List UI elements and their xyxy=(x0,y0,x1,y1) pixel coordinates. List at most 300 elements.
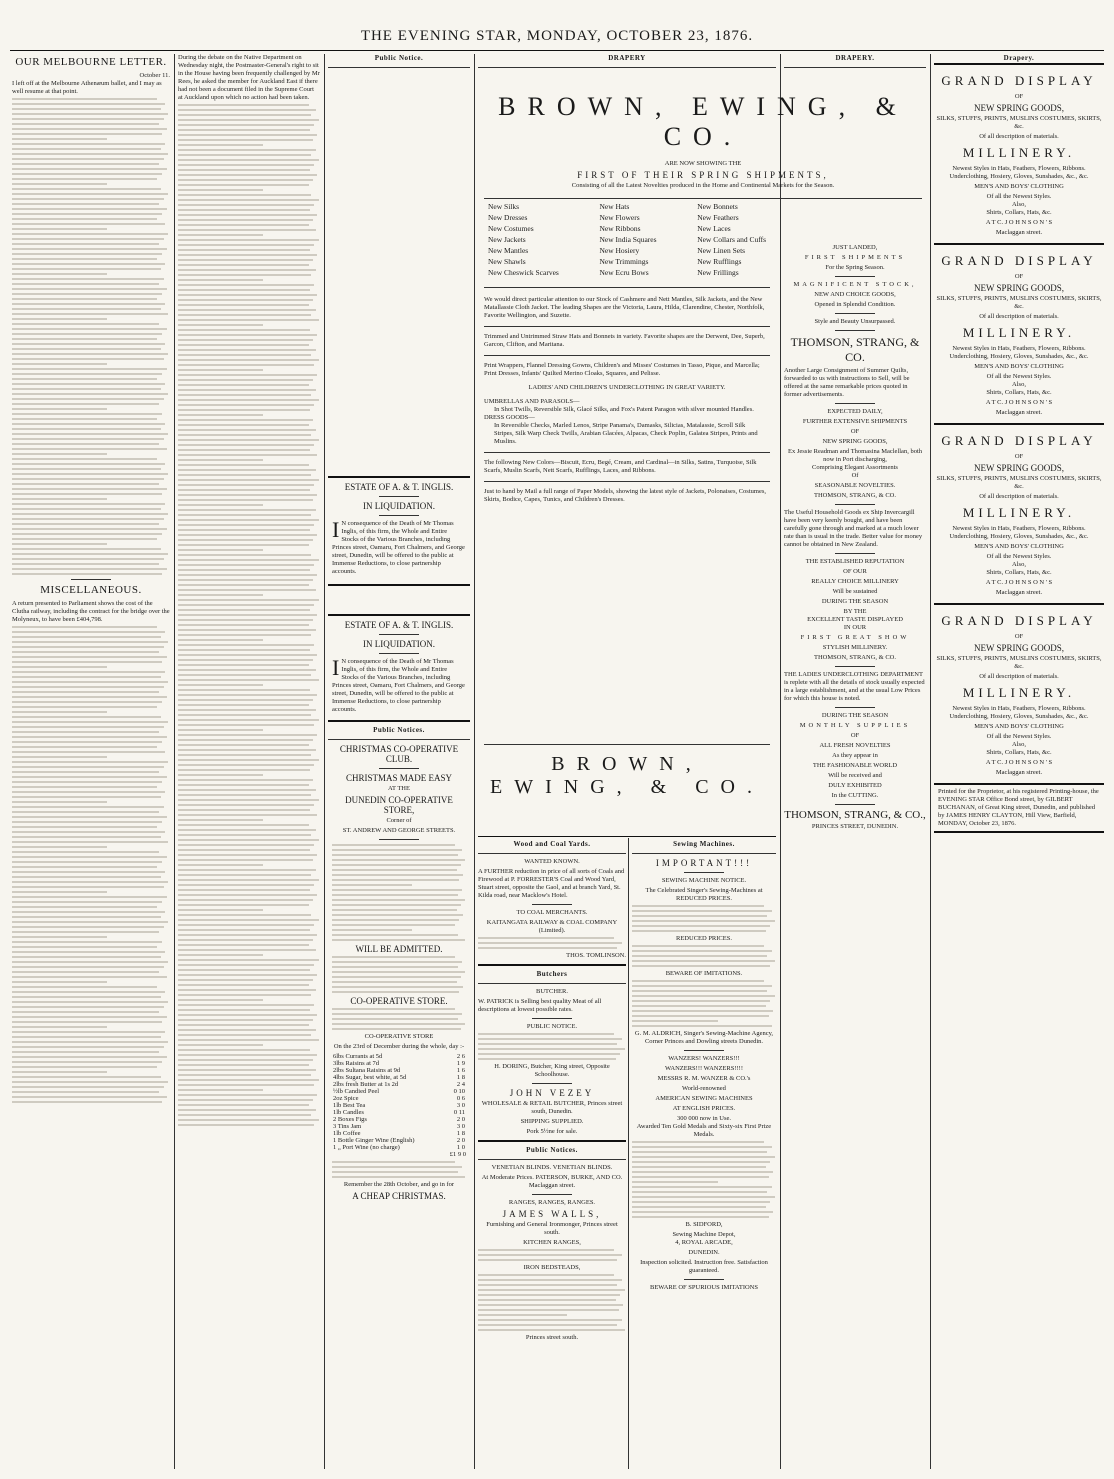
text-line xyxy=(332,859,465,861)
johnson-underclothing: Underclothing, Hosiery, Gloves, Sunshades, &c., &c. xyxy=(949,533,1089,540)
johnson-mens: MEN'S AND BOYS' CLOTHING xyxy=(974,363,1064,370)
text-line xyxy=(12,493,162,495)
text-line xyxy=(632,945,764,947)
text-line xyxy=(12,388,161,390)
text-line xyxy=(12,408,107,410)
text-line xyxy=(178,129,310,131)
price-row xyxy=(332,1144,466,1151)
text-line xyxy=(332,986,463,988)
text-line xyxy=(12,931,159,933)
text-line xyxy=(632,1176,769,1178)
text-line xyxy=(178,989,316,991)
text-line xyxy=(178,744,309,746)
text-line xyxy=(178,959,319,961)
text-line xyxy=(12,871,165,873)
text-line xyxy=(178,984,309,986)
text-line xyxy=(12,543,107,545)
text-line xyxy=(12,726,164,728)
johnson-advert xyxy=(934,603,1104,783)
text-line xyxy=(12,133,162,135)
divider xyxy=(835,313,875,314)
text-line xyxy=(12,348,161,350)
text-line xyxy=(12,671,165,673)
text-line xyxy=(632,1206,766,1208)
text-line xyxy=(178,504,263,506)
text-line xyxy=(178,319,319,321)
text-line xyxy=(332,991,459,993)
blank-space xyxy=(328,72,470,472)
johnson-of: OF xyxy=(1014,453,1024,460)
text-line xyxy=(632,980,764,982)
text-line xyxy=(12,821,162,823)
text-line xyxy=(12,721,168,723)
text-line xyxy=(332,904,461,906)
text-line xyxy=(178,249,310,251)
wanzers-1: WANZERS! WANZERS!!! xyxy=(668,1055,740,1062)
text-line xyxy=(178,589,316,591)
johnson-underclothing: Underclothing, Hosiery, Gloves, Sunshades, &c., &c. xyxy=(949,173,1089,180)
text-line xyxy=(12,518,164,520)
text-line xyxy=(12,548,161,550)
consisting: Consisting of all the Latest Novelties produced in the Home and Continental Markets for the Season. xyxy=(571,182,835,189)
text-line xyxy=(12,528,167,530)
divider xyxy=(835,276,875,277)
text-line xyxy=(178,144,263,146)
item-price: 0 6 xyxy=(456,1095,465,1102)
text-line xyxy=(178,734,317,736)
text-line xyxy=(332,981,457,983)
johnson-also: Also, xyxy=(1012,741,1026,748)
text-line xyxy=(12,636,161,638)
price-row xyxy=(332,1088,466,1095)
text-line xyxy=(178,1034,311,1036)
text-line xyxy=(478,1329,625,1331)
awarded: Awarded Ten Gold Medals and Sixty-six First Prize Medals. xyxy=(636,1123,772,1138)
divider xyxy=(632,853,776,854)
divider xyxy=(71,579,111,580)
divider xyxy=(328,67,470,68)
text-line xyxy=(632,960,775,962)
text-line xyxy=(12,288,167,290)
text-line xyxy=(12,163,159,165)
column-heading: Drapery. xyxy=(1003,54,1035,62)
text-line xyxy=(178,824,309,826)
text-line xyxy=(178,1099,313,1101)
paper-models-text: Just to hand by Mail a full range of Paper Models, showing the latest style of Jackets, Polonaises, Costumes, Skirts, Bodice, Capes, Tunics, and Children's Dresses. xyxy=(484,488,766,503)
item-label: 4lbs Sugar, best white, at 5d xyxy=(333,1074,407,1081)
text-line xyxy=(632,1166,766,1168)
monthly: MONTHLY SUPPLIES xyxy=(799,722,911,729)
wanted-text: A FURTHER reduction in price of all sorts of Coals and Firewood at P. FORRESTER'S Coal and Wood Yard, Stuart street, opposite the Gaol, and at branch Yard, St. Kilda road, near Macklow's Hotel. xyxy=(478,868,625,899)
text-line xyxy=(12,398,164,400)
text-line xyxy=(178,199,319,201)
text-line xyxy=(632,1015,769,1017)
text-line xyxy=(12,831,165,833)
text-line xyxy=(12,113,168,115)
text-line xyxy=(178,944,309,946)
text-line xyxy=(12,716,161,718)
text-line xyxy=(478,1324,617,1326)
text-line xyxy=(178,119,319,121)
divider xyxy=(484,481,770,482)
text-line xyxy=(332,1018,458,1020)
text-line xyxy=(12,971,159,973)
johnson-johnson: A T C. J O H N S O N ' S xyxy=(985,579,1053,586)
column-heading: DRAPERY. xyxy=(835,54,875,62)
text-line xyxy=(632,1010,773,1012)
text-line xyxy=(178,554,311,556)
text-line xyxy=(178,864,263,866)
inglis-notice-2 xyxy=(328,620,470,714)
text-line xyxy=(178,459,263,461)
text-line xyxy=(632,990,767,992)
taste: EXCELLENT TASTE DISPLAYED xyxy=(807,616,903,623)
text-line xyxy=(178,444,314,446)
johnson-silks: SILKS, STUFFS, PRINTS, MUSLINS COSTUMES, SKIRTS, &c. xyxy=(936,475,1102,490)
item-label: 1lb Candles xyxy=(333,1109,364,1116)
in-use: 300 000 now in Use. xyxy=(677,1115,731,1122)
johnson-newest: Newest Styles in Hats, Feathers, Flowers, Ribbons. xyxy=(952,525,1086,532)
text-line xyxy=(632,1146,772,1148)
text-line xyxy=(12,1071,107,1073)
divider xyxy=(478,853,626,854)
text-line xyxy=(478,942,622,944)
text-line xyxy=(178,1074,311,1076)
text-line xyxy=(12,731,159,733)
club-body xyxy=(332,1008,466,1030)
johnson-all-desc: Of all description of materials. xyxy=(979,673,1059,680)
text-line xyxy=(478,1274,614,1276)
text-line xyxy=(632,985,772,987)
just-landed: JUST LANDED, xyxy=(832,244,878,251)
misc-intro: A return presented to Parliament shows the cost of the Clutha railway, including the contract for the bridge over the Molyneux, to have been £404,798. xyxy=(12,600,170,623)
text-line xyxy=(478,1033,614,1035)
club-body xyxy=(332,956,466,993)
text-line xyxy=(12,303,165,305)
list-subtitle: On the 23rd of December during the whole, day :- xyxy=(333,1043,465,1050)
text-line xyxy=(12,508,161,510)
text-line xyxy=(178,564,314,566)
text-line xyxy=(178,489,310,491)
text-line xyxy=(12,158,164,160)
text-line xyxy=(178,654,317,656)
text-line xyxy=(178,584,309,586)
text-line xyxy=(178,1049,310,1051)
johnson-silks: SILKS, STUFFS, PRINTS, MUSLINS COSTUMES, SKIRTS, &c. xyxy=(936,295,1102,310)
text-line xyxy=(478,1038,622,1040)
price-row xyxy=(332,1123,466,1130)
text-line xyxy=(632,1000,770,1002)
of-word: OF xyxy=(850,732,860,739)
text-line xyxy=(178,689,310,691)
text-line xyxy=(178,234,263,236)
firm-name: THOMSON, STRANG, & CO. xyxy=(790,335,920,364)
text-line xyxy=(178,174,317,176)
text-line xyxy=(178,519,319,521)
text-line xyxy=(178,994,311,996)
dateline: October 11. xyxy=(139,72,170,79)
text-line xyxy=(12,736,167,738)
text-line xyxy=(12,453,107,455)
item-label: 2lbs fresh Butter at 1s 2d xyxy=(333,1081,399,1088)
section-heading: Wood and Coal Yards. xyxy=(513,840,591,848)
johnson-mens: MEN'S AND BOYS' CLOTHING xyxy=(974,723,1064,730)
singer-body xyxy=(632,905,776,932)
walls-sub: Furnishing and General Ironmonger, Princes street south. xyxy=(486,1221,618,1236)
text-line xyxy=(178,729,263,731)
text-line xyxy=(12,881,168,883)
johnson-of: OF xyxy=(1014,273,1024,280)
text-line xyxy=(332,894,458,896)
text-line xyxy=(178,394,311,396)
text-line xyxy=(12,1051,159,1053)
text-line xyxy=(12,996,161,998)
text-line xyxy=(12,666,107,668)
text-line xyxy=(12,756,107,758)
johnson-also: Also, xyxy=(1012,561,1026,568)
text-line xyxy=(12,706,157,708)
text-line xyxy=(178,379,313,381)
divider xyxy=(478,964,626,966)
ladies-text: LADIES' AND CHILDREN'S UNDERCLOTHING IN GREAT VARIETY. xyxy=(528,384,726,391)
text-line xyxy=(178,484,314,486)
text-line xyxy=(178,894,317,896)
text-line xyxy=(178,1054,317,1056)
text-line xyxy=(632,1025,772,1027)
article-intro: During the debate on the Native Department on Wednesday night, the Postmaster-General's right to sit in the House having been frequently challenged by Mr Rees, he asked the member for Auckland East if there had not been a document filed in the Supreme Court at Auckland upon which no action had been taken. xyxy=(178,54,320,101)
new-spring: NEW SPRING GOODS, xyxy=(822,438,888,445)
text-line xyxy=(12,966,164,968)
text-line xyxy=(12,318,107,320)
text-line xyxy=(12,761,168,763)
as-they: As they appear in xyxy=(832,752,878,759)
johnson-millinery: MILLINERY. xyxy=(962,685,1076,700)
text-line xyxy=(12,1056,167,1058)
column-trades xyxy=(478,840,626,1470)
johnson-millinery: MILLINERY. xyxy=(962,505,1076,520)
text-line xyxy=(12,906,157,908)
text-line xyxy=(478,1279,622,1281)
item-price: 3 0 xyxy=(456,1102,465,1109)
johnson-advert xyxy=(934,63,1104,243)
aldrich: G. M. ALDRICH, Singer's Sewing-Machine Agency, Corner Princes and Dowling streets Dunedin. xyxy=(634,1030,774,1045)
text-line xyxy=(12,468,161,470)
johnson-ads xyxy=(934,63,1104,783)
item-label: 1 Bottle Ginger Wine (English) xyxy=(333,1137,415,1144)
text-line xyxy=(178,924,314,926)
goods-column-b xyxy=(599,200,656,279)
text-line xyxy=(332,924,455,926)
divider xyxy=(684,872,724,873)
text-line xyxy=(12,816,167,818)
text-line xyxy=(12,558,164,560)
text-line xyxy=(12,746,157,748)
text-line xyxy=(178,134,317,136)
text-line xyxy=(632,1151,767,1153)
text-line xyxy=(12,1041,168,1043)
in-our: IN OUR xyxy=(843,624,867,631)
text-line xyxy=(332,1028,461,1030)
text-line xyxy=(178,934,317,936)
item-price: 3 0 xyxy=(456,1123,465,1130)
text-line xyxy=(178,609,310,611)
text-line xyxy=(12,373,162,375)
text-line xyxy=(12,563,159,565)
text-line xyxy=(12,826,157,828)
text-line xyxy=(12,463,165,465)
text-line xyxy=(12,173,162,175)
ranges-title: RANGES, RANGES, RANGES. xyxy=(508,1199,596,1206)
text-line xyxy=(332,966,458,968)
text-line xyxy=(12,218,157,220)
johnson-all-desc: Of all description of materials. xyxy=(979,493,1059,500)
text-line xyxy=(12,941,162,943)
singer-body xyxy=(632,980,776,1027)
text-line xyxy=(12,473,168,475)
public-notice-title: PUBLIC NOTICE. xyxy=(526,1023,578,1030)
blinds-title: VENETIAN BLINDS. VENETIAN BLINDS. xyxy=(491,1164,613,1171)
divider xyxy=(784,67,926,68)
text-line xyxy=(178,634,311,636)
goods-item: New Shawls xyxy=(488,257,526,266)
text-line xyxy=(332,884,412,886)
johnson-of: OF xyxy=(1014,633,1024,640)
text-line xyxy=(332,1023,465,1025)
cheap-christmas: A CHEAP CHRISTMAS. xyxy=(352,1191,446,1201)
text-line xyxy=(12,651,159,653)
at-the: AT THE xyxy=(388,785,410,792)
text-line xyxy=(12,523,159,525)
comprising: Comprising Elegant Assortments xyxy=(812,464,898,471)
divider xyxy=(532,904,572,905)
coop-store: CO-OPERATIVE STORE. xyxy=(350,996,448,1006)
text-line xyxy=(632,950,772,952)
price-row xyxy=(332,1053,466,1060)
text-line xyxy=(12,263,165,265)
text-line xyxy=(12,443,159,445)
text-line xyxy=(178,859,313,861)
divider xyxy=(379,839,419,840)
item-label: 2lbs Sultana Raisins at 9d xyxy=(333,1067,401,1074)
text-line xyxy=(178,509,316,511)
item-label: 2 Boxes Figs xyxy=(333,1116,367,1123)
seasonable: SEASONABLE NOVELTIES. xyxy=(814,482,896,489)
text-line xyxy=(178,709,316,711)
text-line xyxy=(632,1196,775,1198)
text-line xyxy=(12,646,164,648)
text-line xyxy=(12,248,167,250)
text-line xyxy=(178,264,309,266)
text-line xyxy=(12,253,162,255)
goods-item: New Collars and Cuffs xyxy=(697,235,766,244)
club-subtitle: CHRISTMAS MADE EASY xyxy=(345,773,452,783)
will-be-admitted: WILL BE ADMITTED. xyxy=(355,944,443,954)
shipping: SHIPPING SUPPLIED. xyxy=(520,1118,584,1125)
item-price: 1 0 xyxy=(456,1144,465,1151)
text-line xyxy=(12,433,168,435)
text-line xyxy=(632,995,775,997)
text-line xyxy=(12,1081,168,1083)
text-line xyxy=(632,1186,772,1188)
text-line xyxy=(178,789,316,791)
text-line xyxy=(178,524,314,526)
text-line xyxy=(12,891,107,893)
text-line xyxy=(12,478,164,480)
text-line xyxy=(332,849,462,851)
text-line xyxy=(178,1059,313,1061)
text-line xyxy=(12,98,157,100)
text-line xyxy=(12,428,161,430)
goods-item: New Hats xyxy=(599,202,630,211)
text-line xyxy=(12,553,168,555)
johnson-newest: Newest Styles in Hats, Feathers, Flowers, Ribbons. xyxy=(952,345,1086,352)
text-line xyxy=(178,964,314,966)
text-line xyxy=(178,239,319,241)
text-line xyxy=(178,364,314,366)
text-line xyxy=(178,539,313,541)
column-news xyxy=(178,54,320,1469)
text-line xyxy=(12,751,165,753)
text-line xyxy=(12,771,159,773)
dress-goods-text: In Reversible Checks, Marled Lenos, Stripe Panama's, Damasks, Silicias, Matalassie, Scroll Silk Stripes, Silk Warp Check Twills, Arabian Glacées, Alpacas, Check Poplin, Galatea Stripes, Prints and Muslins. xyxy=(494,422,758,445)
text-line xyxy=(12,333,162,335)
text-line xyxy=(12,926,164,928)
text-line xyxy=(178,269,316,271)
text-line xyxy=(178,534,317,536)
text-line xyxy=(178,649,310,651)
text-line xyxy=(12,916,161,918)
text-line xyxy=(632,905,764,907)
text-line xyxy=(12,851,159,853)
text-line xyxy=(632,1171,773,1173)
johnson-underclothing: Underclothing, Hosiery, Gloves, Sunshades, &c., &c. xyxy=(949,353,1089,360)
column-johnson xyxy=(934,54,1104,1469)
text-line xyxy=(178,434,311,436)
text-line xyxy=(632,1216,769,1218)
blinds-sub: At Moderate Prices. PATERSON, BURKE, AND CO. Maclaggan street. xyxy=(481,1174,623,1189)
text-line xyxy=(632,915,767,917)
text-line xyxy=(12,393,168,395)
text-line xyxy=(12,238,164,240)
divider xyxy=(379,634,419,635)
text-line xyxy=(632,1005,766,1007)
text-line xyxy=(12,143,165,145)
johnson-shirts: Shirts, Collars, Hats, &c. xyxy=(986,209,1052,216)
text-line xyxy=(178,404,314,406)
text-line xyxy=(12,986,157,988)
style-beauty: Style and Beauty Unsurpassed. xyxy=(814,318,896,325)
great-show: FIRST GREAT SHOW xyxy=(800,634,910,641)
item-label: 1 „ Port Wine (no charge) xyxy=(333,1144,400,1151)
text-line xyxy=(12,103,165,105)
text-line xyxy=(12,1031,165,1033)
text-line xyxy=(12,981,107,983)
liquidation-title: IN LIQUIDATION. xyxy=(363,639,435,649)
divider xyxy=(484,326,770,327)
text-line xyxy=(178,619,313,621)
text-line xyxy=(478,1284,617,1286)
price-row xyxy=(332,1137,466,1144)
text-line xyxy=(12,1086,164,1088)
text-line xyxy=(178,804,314,806)
johnson-mens: MEN'S AND BOYS' CLOTHING xyxy=(974,543,1064,550)
johnson-millinery: MILLINERY. xyxy=(962,145,1076,160)
text-line xyxy=(12,503,165,505)
text-line xyxy=(178,159,319,161)
firm-name: THOMSON, STRANG, & CO., xyxy=(784,809,926,821)
item-label: 2oz Spice xyxy=(333,1095,359,1102)
column-melbourne-letter xyxy=(12,54,170,1469)
